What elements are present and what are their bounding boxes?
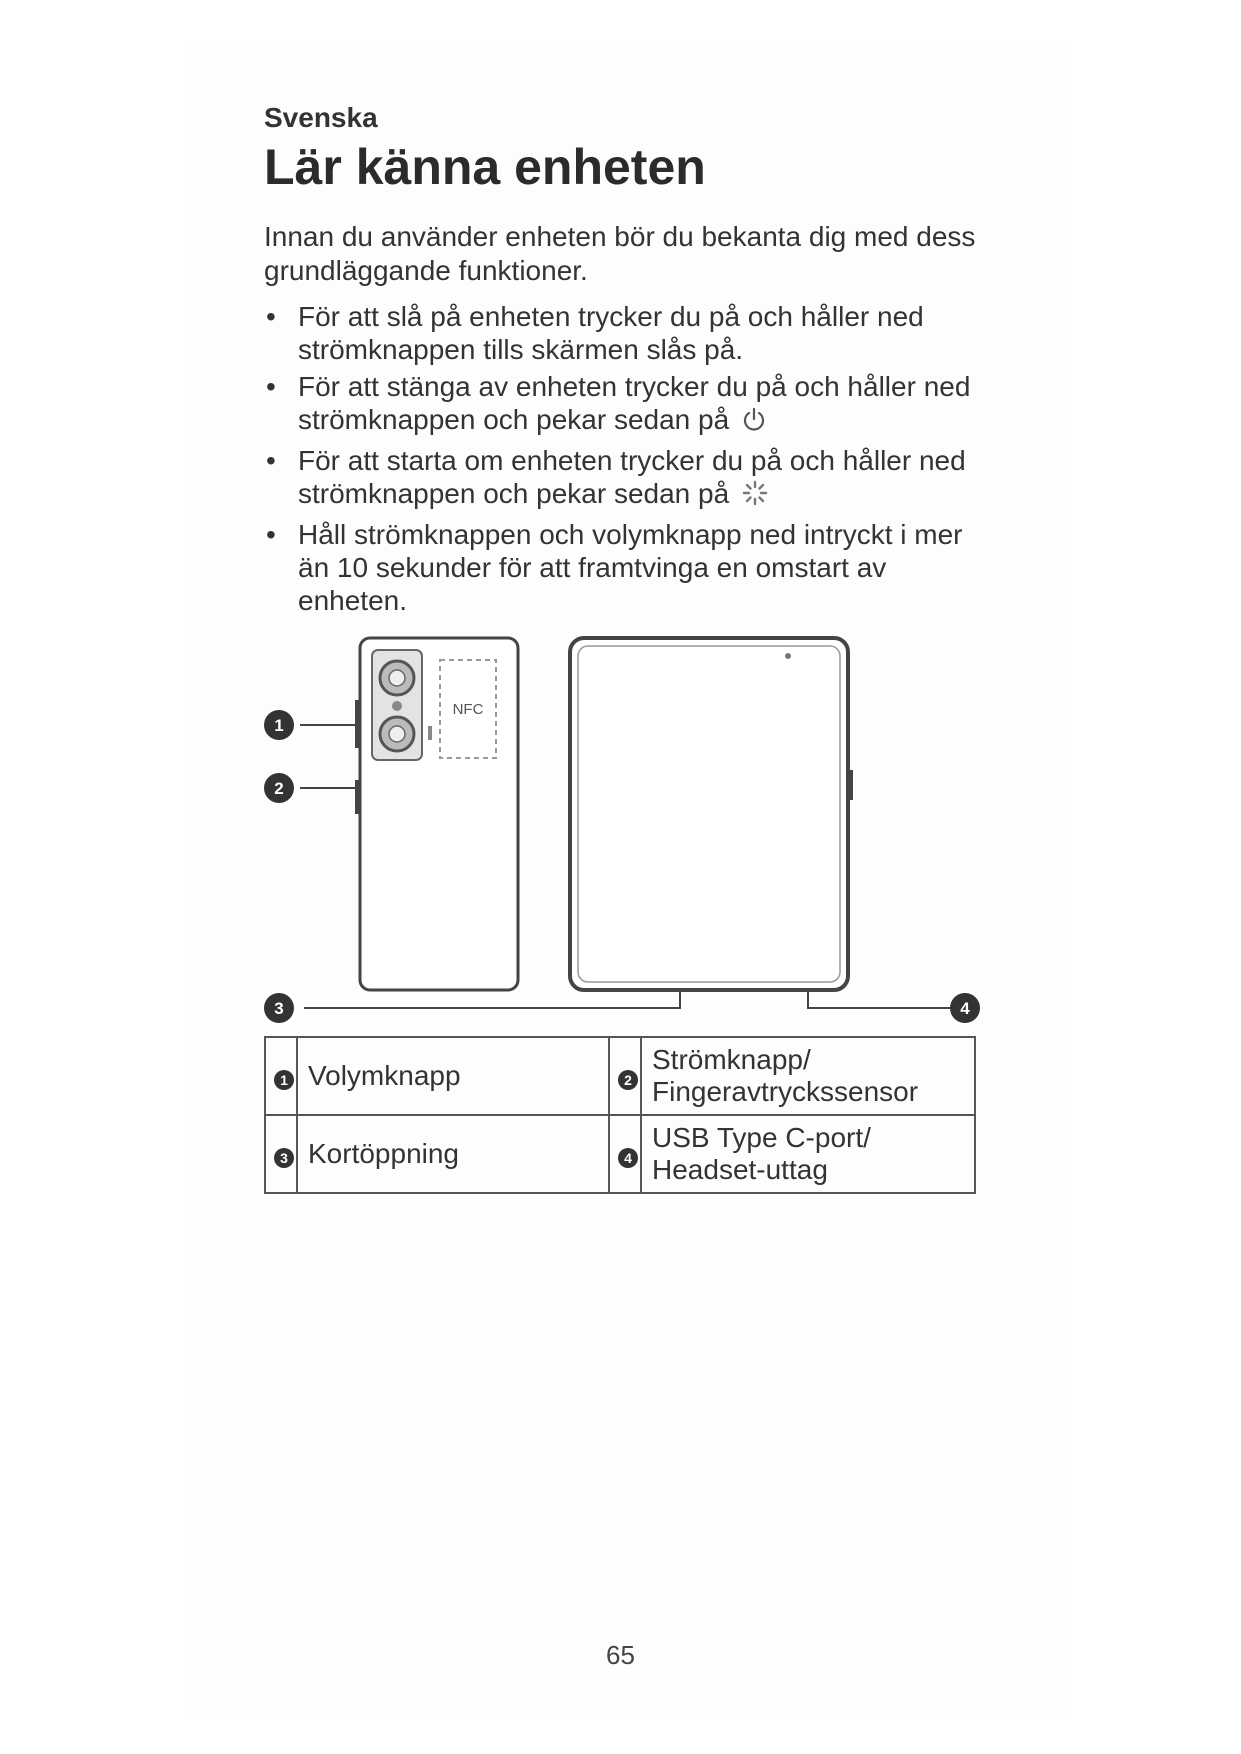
parts-legend-table — [264, 1036, 976, 1194]
table-row — [265, 1115, 975, 1193]
callout-number: 4 — [960, 999, 970, 1018]
bullet-dot: • — [266, 301, 276, 332]
list-item — [264, 300, 984, 366]
nfc-label: NFC — [452, 701, 484, 718]
callout-number: 1 — [274, 716, 284, 735]
phone-front-outline — [570, 638, 848, 990]
legend-label: USB Type C-port/ Headset-uttag — [641, 1115, 975, 1193]
device-diagram — [250, 630, 990, 1030]
list-item-text: Håll strömknappen och volymknapp ned intryckt i mer än 10 sekunder för att framtvinga en omstart av enheten. — [298, 519, 963, 616]
table-row — [265, 1037, 975, 1115]
list-item — [264, 370, 984, 440]
intro-paragraph: Innan du använder enheten bör du bekanta dig med dess grundläggande funktioner. — [264, 221, 976, 286]
legend-label: Kortöppning — [297, 1115, 609, 1193]
legend-number: 2 — [618, 1070, 638, 1090]
bullet-dot: • — [266, 371, 276, 402]
power-icon — [741, 407, 767, 440]
legend-label: Volymknapp — [297, 1037, 609, 1115]
page-number: 65 — [606, 1640, 635, 1670]
legend-label: Strömknapp/ Fingeravtryckssensor — [641, 1037, 975, 1115]
bullet-dot: • — [266, 445, 276, 476]
restart-icon — [741, 479, 769, 514]
legend-number-cell — [609, 1037, 641, 1115]
callout-1 — [264, 710, 294, 740]
callout-2 — [264, 773, 294, 803]
list-item-text: För att stänga av enheten trycker du på och håller ned strömknappen och pekar sedan på — [298, 371, 971, 435]
legend-number-cell — [265, 1115, 297, 1193]
list-item — [264, 518, 984, 617]
legend-number: 4 — [618, 1148, 638, 1168]
legend-number: 3 — [274, 1148, 294, 1168]
page-title: Lär känna enheten — [264, 139, 706, 195]
flash-icon — [392, 701, 402, 711]
list-item-text: För att slå på enheten trycker du på och håller ned strömknappen tills skärmen slås på. — [298, 301, 924, 365]
callout-4 — [950, 993, 980, 1023]
callout-number: 2 — [274, 779, 284, 798]
instruction-list — [264, 300, 984, 621]
list-item — [264, 444, 984, 514]
callout-number: 3 — [274, 999, 284, 1018]
list-item-text: För att starta om enheten trycker du på och håller ned strömknappen och pekar sedan på — [298, 445, 966, 509]
language-label: Svenska — [264, 102, 378, 133]
power-button — [355, 780, 361, 814]
legend-number-cell — [609, 1115, 641, 1193]
front-camera-icon — [785, 653, 791, 659]
bullet-dot: • — [266, 519, 276, 550]
callout-3 — [264, 993, 294, 1023]
legend-number: 1 — [274, 1070, 294, 1090]
legend-number-cell — [265, 1037, 297, 1115]
